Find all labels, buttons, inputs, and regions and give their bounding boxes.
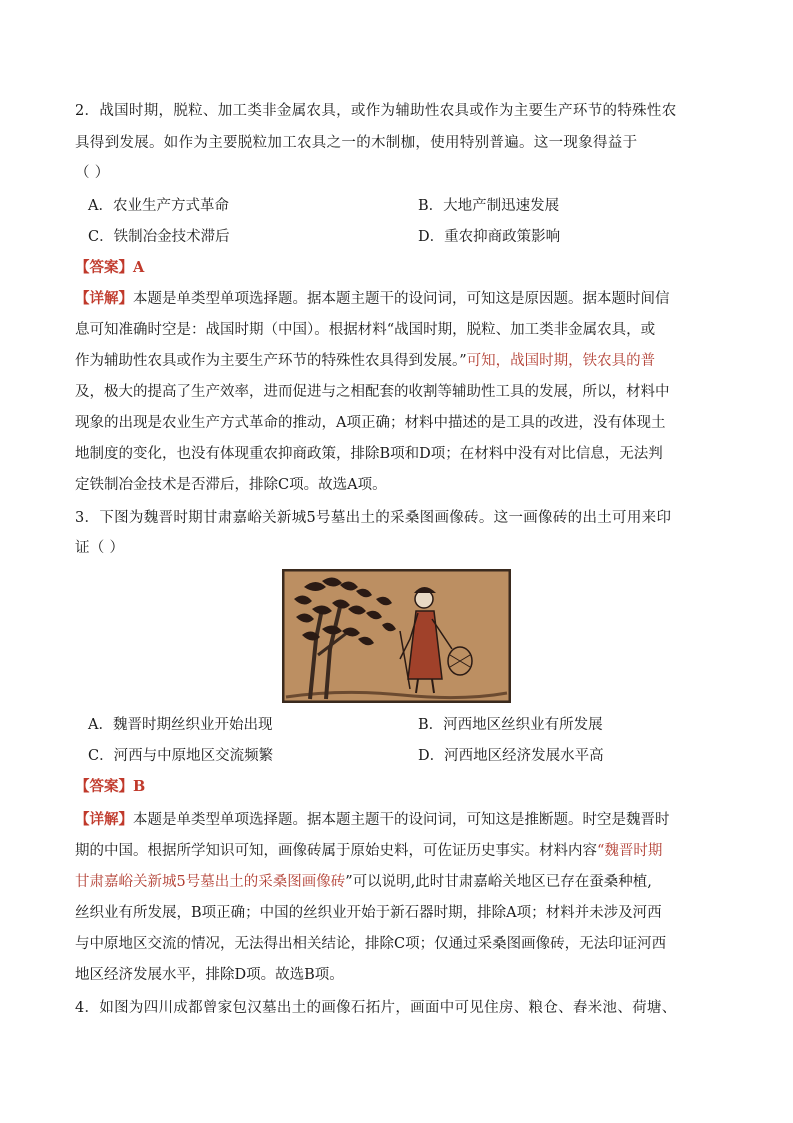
mulberry-picking-brick-image xyxy=(282,569,511,703)
q3-detail-line-1 xyxy=(75,810,725,830)
q3-option-d: D．河西地区经济发展水平高 xyxy=(418,748,604,764)
q3-detail-line-4: 丝织业有所发展，B项正确；中国的丝织业开始于新石器时期，排除A项；材料并未涉及河西 xyxy=(75,905,662,921)
q2-answer xyxy=(75,258,725,278)
q2-detail-line-4: 及，极大的提高了生产效率，进而促进与之相配套的收割等辅助性工具的发展，所以，材料中 xyxy=(75,384,670,400)
q3-option-c: C．河西与中原地区交流频繁 xyxy=(88,748,274,764)
q3-detail-tag: 【详解】 xyxy=(75,811,133,828)
q3-detail-line-6: 地区经济发展水平，排除D项。故选B项。 xyxy=(75,967,344,983)
q2-stem-line-2: 具得到发展。如作为主要脱粒加工农具之一的木制枷，使用特别普遍。这一现象得益于 xyxy=(75,135,638,151)
q2-detail-text-1: 本题是单类型单项选择题。据本题主题干的设问词，可知这是原因题。据本题时间信 xyxy=(133,291,670,307)
q2-stem-line-1: 2．战国时期，脱粒、加工类非金属农具，或作为辅助性农具或作为主要生产环节的特殊性农 xyxy=(75,103,677,119)
q2-detail-line-7: 定铁制冶金技术是否滞后，排除C项。故选A项。 xyxy=(75,477,387,493)
q2-detail-tag: 【详解】 xyxy=(75,290,133,307)
brick-painting-svg xyxy=(282,569,511,703)
q3-detail-text-1: 本题是单类型单项选择题。据本题主题干的设问词，可知这是推断题。时空是魏晋时 xyxy=(133,812,670,828)
q2-option-b: B．大地产制迅速发展 xyxy=(418,198,560,214)
q2-answer-value: A xyxy=(133,259,145,276)
q2-stem-blank: （ ） xyxy=(75,165,110,181)
q2-detail-line-5: 现象的出现是农业生产方式革命的推动，A项正确；材料中描述的是工具的改进，没有体现土 xyxy=(75,415,666,431)
q3-detail-text-2b: “魏晋时期 xyxy=(597,843,663,859)
q3-detail-line-3 xyxy=(75,872,725,892)
q4-stem-line-1: 4．如图为四川成都曾家包汉墓出土的画像石拓片，画面中可见住房、粮仓、舂米池、荷塘、 xyxy=(75,1000,677,1016)
q3-detail-line-5: 与中原地区交流的情况，无法得出相关结论，排除C项；仅通过采桑图画像砖，无法印证河西 xyxy=(75,936,667,952)
q3-stem-line-1: 3．下图为魏晋时期甘肃嘉峪关新城5号墓出土的采桑图画像砖。这一画像砖的出土可用来印 xyxy=(75,510,672,526)
q3-option-b: B．河西地区丝织业有所发展 xyxy=(418,717,603,733)
q3-detail-text-3a: 甘肃嘉峪关新城5号墓出土的采桑图画像砖 xyxy=(75,874,346,890)
q2-answer-tag: 【答案】 xyxy=(75,259,133,276)
q2-detail-text-3b: 可知，战国时期，铁农具的普 xyxy=(466,353,656,369)
q3-detail-line-2 xyxy=(75,841,725,861)
q3-detail-text-3b: ”可以说明,此时甘肃嘉峪关地区已存在蚕桑种植, xyxy=(345,874,652,890)
q3-answer xyxy=(75,777,725,797)
q2-option-d: D．重农抑商政策影响 xyxy=(418,229,561,245)
q2-option-a: A．农业生产方式革命 xyxy=(88,198,229,214)
q2-detail-line-1 xyxy=(75,289,725,309)
q3-answer-tag: 【答案】 xyxy=(75,778,133,795)
q2-detail-text-3a: 作为辅助性农具或作为主要生产环节的特殊性农具得到发展。” xyxy=(75,353,467,369)
q2-detail-line-6: 地制度的变化，也没有体现重农抑商政策，排除B项和D项；在材料中没有对比信息，无法判 xyxy=(75,446,663,462)
q2-option-c: C．铁制冶金技术滞后 xyxy=(88,229,230,245)
q3-detail-text-2a: 期的中国。根据所学知识可知，画像砖属于原始史料，可佐证历史事实。材料内容 xyxy=(75,843,597,859)
q3-answer-value: B xyxy=(133,778,146,795)
q3-option-a: A．魏晋时期丝织业开始出现 xyxy=(88,717,273,733)
q2-detail-line-2: 息可知准确时空是：战国时期（中国）。根据材料“战国时期，脱粒、加工类非金属农具，或 xyxy=(75,322,656,338)
q2-detail-line-3 xyxy=(75,351,725,371)
q3-stem-blank: 证（ ） xyxy=(75,540,125,556)
